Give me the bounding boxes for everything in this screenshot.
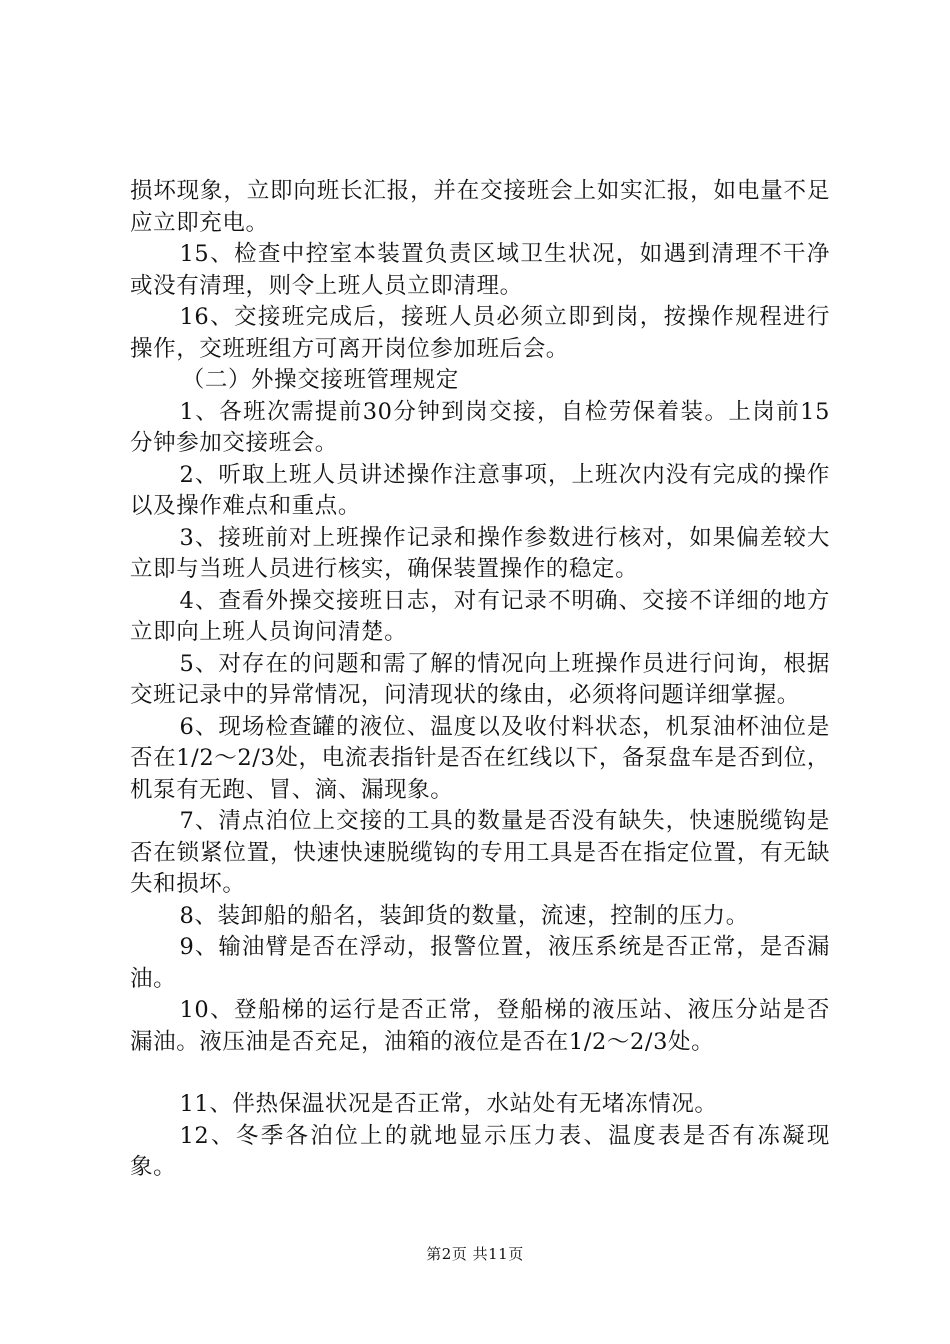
paragraph-item-8: 8、装卸船的船名，装卸货的数量，流速，控制的压力。 xyxy=(179,902,749,929)
paragraph-item-16: 16、交接班完成后，接班人员必须立即到岗，按操作规程进行操作，交班班组方可离开岗位参加班后会。 xyxy=(130,304,830,362)
paragraph-item-11: 11、伴热保温状况是否正常，水站处有无堵冻情况。 xyxy=(179,1091,718,1117)
paragraph-item-5: 5、对存在的问题和需了解的情况向上班操作员进行问询，根据交班记录中的异常情况，问清现状的缘由，必须将问题详细掌握。 xyxy=(130,650,830,708)
paragraph-item-12: 12、冬季各泊位上的就地显示压力表、温度表是否有冻凝现象。 xyxy=(130,1122,830,1180)
paragraph-item-3: 3、接班前对上班操作记录和操作参数进行核对，如果偏差较大立即与当班人员进行核实，确保装置操作的稳定。 xyxy=(130,524,830,582)
document-body xyxy=(130,176,830,1184)
paragraph-continued: 损坏现象，立即向班长汇报，并在交接班会上如实汇报，如电量不足应立即充电。 xyxy=(130,178,830,236)
page-footer: 第2页 共11页 xyxy=(426,1245,524,1263)
paragraph-item-1: 1、各班次需提前30分钟到岗交接，自检劳保着装。上岗前15分钟参加交接班会。 xyxy=(130,398,830,456)
paragraph-item-4: 4、查看外操交接班日志，对有记录不明确、交接不详细的地方立即向上班人员询问清楚。 xyxy=(130,587,830,645)
section-heading: （二）外操交接班管理规定 xyxy=(181,367,459,393)
paragraph-item-6: 6、现场检查罐的液位、温度以及收付料状态，机泵油杯油位是否在1/2～2/3处，电流表指针是否在红线以下，备泵盘车是否到位，机泵有无跑、冒、滴、漏现象。 xyxy=(130,713,830,803)
paragraph-item-9: 9、输油臂是否在浮动，报警位置，液压系统是否正常，是否漏油。 xyxy=(130,934,830,992)
paragraph-item-2: 2、听取上班人员讲述操作注意事项，上班次内没有完成的操作以及操作难点和重点。 xyxy=(130,461,830,519)
paragraph-item-10: 10、登船梯的运行是否正常，登船梯的液压站、液压分站是否漏油。液压油是否充足，油箱的液位是否在1/2～2/3处。 xyxy=(130,997,830,1055)
paragraph-item-7: 7、清点泊位上交接的工具的数量是否没有缺失，快速脱缆钩是否在锁紧位置，快速快速脱缆钩的专用工具是否在指定位置，有无缺失和损坏。 xyxy=(130,808,830,897)
paragraph-item-15: 15、检查中控室本装置负责区域卫生状况，如遇到清理不干净或没有清理，则令上班人员立即清理。 xyxy=(130,241,830,299)
